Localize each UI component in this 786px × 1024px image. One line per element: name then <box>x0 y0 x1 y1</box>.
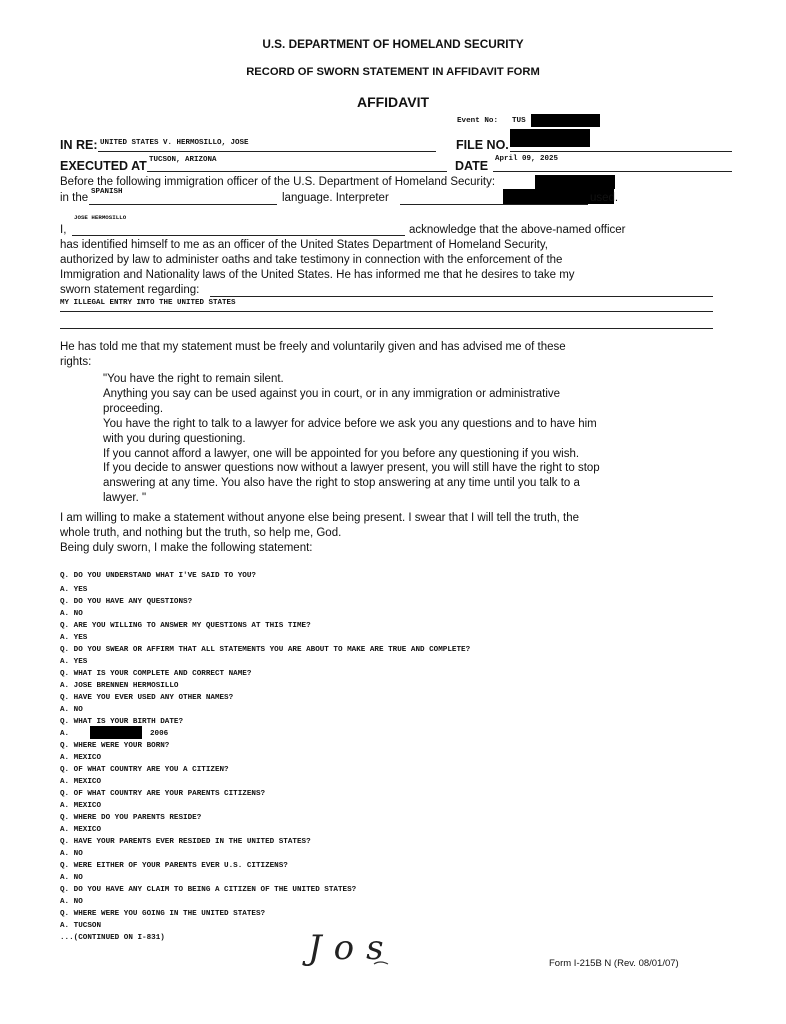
statement-line: A. MEXICO <box>60 754 102 762</box>
statement-line: Q. HAVE YOUR PARENTS EVER RESIDED IN THE UNITED STATES? <box>60 838 311 846</box>
statement-line: A. NO <box>60 610 83 618</box>
statement-line: Q. WHAT IS YOUR BIRTH DATE? <box>60 718 184 726</box>
statement-line: A. YES <box>60 586 88 594</box>
statement-line: A. NO <box>60 898 83 906</box>
statement-line: A. MEXICO <box>60 778 102 786</box>
event-label: Event No: <box>457 117 499 125</box>
statement-line: Q. WHERE WERE YOUR BORN? <box>60 742 170 750</box>
redaction-birth-date <box>90 726 142 739</box>
interpreter-line <box>400 204 588 205</box>
file-no-line <box>510 151 732 152</box>
date-label: DATE <box>455 159 489 173</box>
executed-at-value: TUCSON, ARIZONA <box>149 156 217 164</box>
statement-line: A. JOSE BRENNEN HERMOSILLO <box>60 682 179 690</box>
in-re-label: IN RE: <box>60 138 98 152</box>
language-value: SPANISH <box>91 188 123 196</box>
statement-line: Q. WERE EITHER OF YOUR PARENTS EVER U.S. CITIZENS? <box>60 862 288 870</box>
statement-line: Q. HAVE YOU EVER USED ANY OTHER NAMES? <box>60 694 234 702</box>
statement-line: ...(CONTINUED ON I-831) <box>60 934 165 942</box>
statement-line: Q. WHAT IS YOUR COMPLETE AND CORRECT NAME? <box>60 670 252 678</box>
file-no-label: FILE NO. <box>456 138 509 152</box>
statement-line: A. <box>60 730 70 738</box>
right-item: If you cannot afford a lawyer, one will be appointed for you before any questioning if you wish. <box>103 448 580 460</box>
date-value: April 09, 2025 <box>495 155 559 163</box>
right-item: with you during questioning. <box>103 433 246 445</box>
in-the-label: in the <box>60 192 89 204</box>
name-line <box>72 235 405 236</box>
form-title: AFFIDAVIT <box>356 94 430 110</box>
in-re-value: UNITED STATES V. HERMOSILLO, JOSE <box>100 139 249 147</box>
name-value: JOSE HERMOSILLO <box>74 214 127 221</box>
right-item: proceeding. <box>103 403 164 415</box>
event-value: TUS <box>512 117 526 125</box>
officer-para-line: sworn statement regarding: <box>60 284 200 296</box>
right-item: If you decide to answer questions now without a lawyer present, you will still have the right to stop <box>103 462 600 474</box>
right-item: lawyer. " <box>103 492 147 504</box>
statement-line: Q. DO YOU HAVE ANY QUESTIONS? <box>60 598 193 606</box>
oath-line: whole truth, and nothing but the truth, so help me, God. <box>60 527 342 539</box>
right-item: You have the right to talk to a lawyer for advice before we ask you any questions and to have him <box>103 418 597 430</box>
regarding-line-3 <box>60 328 713 329</box>
executed-at-label: EXECUTED AT <box>60 159 147 173</box>
redaction-event <box>531 114 600 127</box>
statement-line: A. YES <box>60 658 88 666</box>
date-line <box>493 171 732 172</box>
in-re-line <box>98 151 436 152</box>
handwritten-signature: Jos <box>308 928 396 968</box>
ack-text: acknowledge that the above-named officer <box>409 224 626 236</box>
form-number: Form I-215B N (Rev. 08/01/07) <box>549 958 679 969</box>
statement-line: Q. OF WHAT COUNTRY ARE YOU A CITIZEN? <box>60 766 229 774</box>
used-label: used. <box>590 192 619 204</box>
right-item: answering at any time. You also have the right to stop answering at any time until you talk to a <box>103 477 580 489</box>
statement-line: A. NO <box>60 850 83 858</box>
statement-line: Q. ARE YOU WILLING TO ANSWER MY QUESTIONS AT THIS TIME? <box>60 622 311 630</box>
executed-at-line <box>147 171 447 172</box>
rights-intro: He has told me that my statement must be freely and voluntarily given and has advised me of these <box>60 341 566 353</box>
i-label: I, <box>60 224 67 236</box>
officer-para-line: has identified himself to me as an officer of the United States Department of Homeland Security, <box>60 239 548 251</box>
statement-line: A. NO <box>60 706 83 714</box>
signature-stroke <box>372 958 392 968</box>
statement-line: Q. WHERE WERE YOU GOING IN THE UNITED STATES? <box>60 910 266 918</box>
agency-title: U.S. DEPARTMENT OF HOMELAND SECURITY <box>262 37 524 51</box>
right-item: "You have the right to remain silent. <box>103 373 284 385</box>
officer-intro: Before the following immigration officer of the U.S. Department of Homeland Security: <box>60 176 496 188</box>
statement-line: A. MEXICO <box>60 826 102 834</box>
record-title: RECORD OF SWORN STATEMENT IN AFFIDAVIT FORM <box>246 66 540 78</box>
statement-line: A. YES <box>60 634 88 642</box>
statement-line: Q. DO YOU UNDERSTAND WHAT I'VE SAID TO YOU? <box>60 572 256 580</box>
statement-line: A. NO <box>60 874 83 882</box>
statement-line: Q. DO YOU SWEAR OR AFFIRM THAT ALL STATEMENTS YOU ARE ABOUT TO MAKE ARE TRUE AND COMPLETE? <box>60 646 471 654</box>
redaction-officer <box>535 175 615 189</box>
officer-para-line: Immigration and Nationality laws of the United States. He has informed me that he desires to take my <box>60 269 575 281</box>
oath-line: Being duly sworn, I make the following statement: <box>60 542 313 554</box>
right-item: Anything you say can be used against you in court, or in any immigration or administrative <box>103 388 561 400</box>
statement-line: Q. DO YOU HAVE ANY CLAIM TO BEING A CITIZEN OF THE UNITED STATES? <box>60 886 357 894</box>
oath-line: I am willing to make a statement without anyone else being present. I swear that I will tell the truth, the <box>60 512 580 524</box>
regarding-line-2 <box>60 311 713 312</box>
language-line <box>89 204 277 205</box>
language-label: language. Interpreter <box>282 192 389 204</box>
redaction-file-no <box>510 129 590 147</box>
statement-line: Q. OF WHAT COUNTRY ARE YOUR PARENTS CITIZENS? <box>60 790 266 798</box>
statement-line: Q. WHERE DO YOU PARENTS RESIDE? <box>60 814 202 822</box>
statement-line: A. MEXICO <box>60 802 102 810</box>
rights-intro: rights: <box>60 356 92 368</box>
birth-year: 2006 <box>150 730 169 738</box>
regarding-line-1 <box>210 296 713 297</box>
officer-para-line: authorized by law to administer oaths and take testimony in connection with the enforcement of the <box>60 254 563 266</box>
statement-line: A. TUCSON <box>60 922 102 930</box>
regarding-value: MY ILLEGAL ENTRY INTO THE UNITED STATES <box>60 299 236 307</box>
